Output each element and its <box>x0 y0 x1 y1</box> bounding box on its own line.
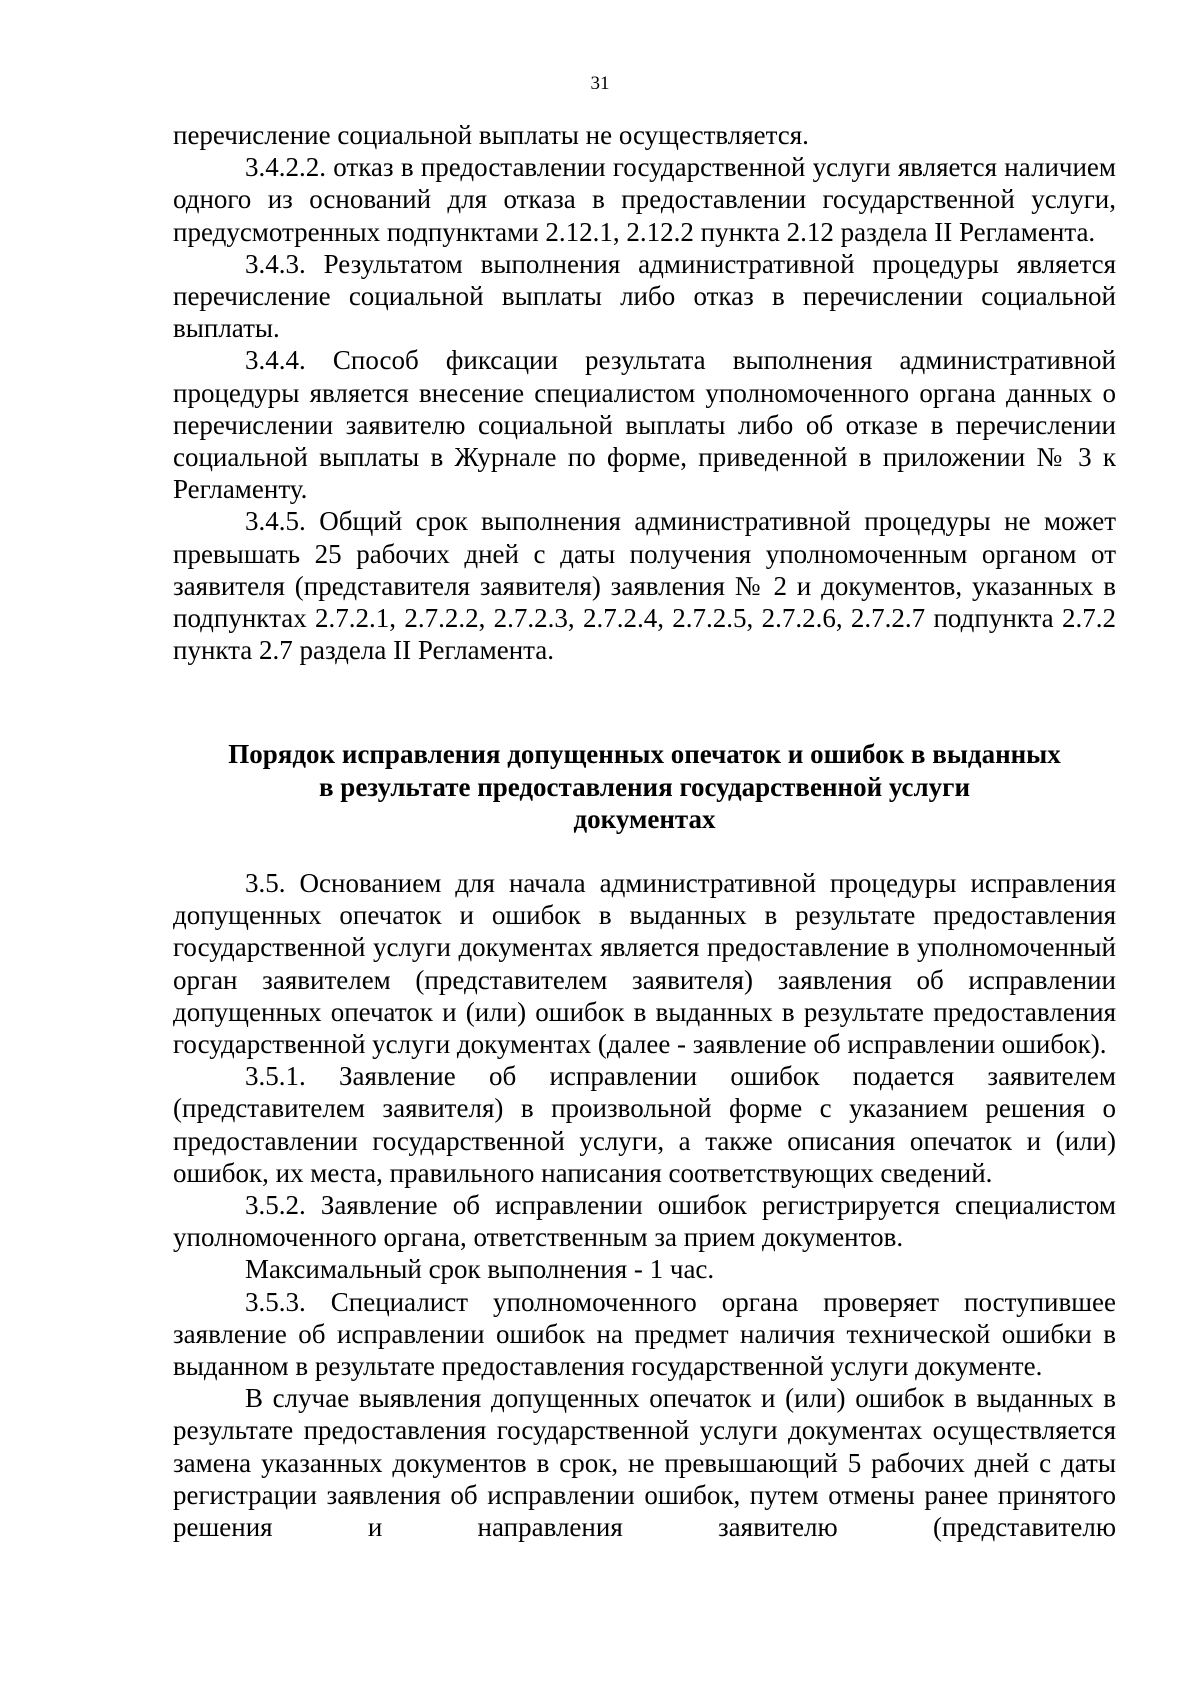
paragraph-3-5: 3.5. Основанием для начала административной процедуры исправления допущенных опечаток и ошибок в выданных в результате предоставления государственной услуги документах является предоставление в уполномоченный орган заявителем (представителем заявителя) заявления об исправлении допущенных опечаток и (или) ошибок в выданных в результате предоставления государственной услуги документах (далее - заявление об исправлении ошибок). <box>173 868 1116 1060</box>
paragraph-3-5-2: 3.5.2. Заявление об исправлении ошибок регистрируется специалистом уполномоченного органа, ответственным за прием документов. <box>173 1190 1116 1253</box>
paragraph-continuation: перечисление социальной выплаты не осуществляется. <box>173 120 809 150</box>
paragraph-3-5-3: 3.5.3. Специалист уполномоченного органа проверяет поступившее заявление об исправлении ошибок на предмет наличия технической ошибки в выданном в результате предоставления государственной услуги документе. <box>173 1286 1116 1382</box>
paragraph-3-4-4: 3.4.4. Способ фиксации результата выполнения административной процедуры является внесение специалистом уполномоченного органа данных о перечислении заявителю социальной выплаты либо об отказе в перечислении социальной выплаты в Журнале по форме, приведенной в приложении № 3 к Регламенту. <box>173 345 1116 505</box>
section-heading <box>173 738 1116 836</box>
paragraph-max-time: Максимальный срок выполнения - 1 час. <box>245 1254 715 1285</box>
text-block-top <box>173 119 1116 666</box>
section-heading-line-1: Порядок исправления допущенных опечаток и ошибок в выданных <box>228 739 1061 769</box>
paragraph-error-correction: В случае выявления допущенных опечаток и (или) ошибок в выданных в результате предоставления государственной услуги документах осуществляется замена указанных документов в срок, не превышающий 5 рабочих дней с даты регистрации заявления об исправлении ошибок, путем отмены ранее принятого решения и направления заявителю (представителю <box>173 1383 1116 1543</box>
paragraph-3-4-2-2: 3.4.2.2. отказ в предоставлении государственной услуги является наличием одного из оснований для отказа в предоставлении государственной услуги, предусмотренных подпунктами 2.12.1, 2.12.2 пункта 2.12 раздела II Регламента. <box>173 152 1116 247</box>
text-block-bottom <box>173 867 1116 1543</box>
section-heading-line-3: документах <box>573 804 716 834</box>
page-number: 31 <box>590 73 610 94</box>
paragraph-3-4-5: 3.4.5. Общий срок выполнения административной процедуры не может превышать 25 рабочих дней с даты получения уполномоченным органом от заявителя (представителя заявителя) заявления № 2 и документов, указанных в подпунктах 2.7.2.1, 2.7.2.2, 2.7.2.3, 2.7.2.4, 2.7.2.5, 2.7.2.6, 2.7.2.7 подпункта 2.7.2 пункта 2.7 раздела II Регламента. <box>173 506 1116 666</box>
paragraph-3-5-1: 3.5.1. Заявление об исправлении ошибок подается заявителем (представителем заявителя) в произвольной форме с указанием решения о предоставлении государственной услуги, а также описания опечаток и (или) ошибок, их места, правильного написания соответствующих сведений. <box>173 1061 1116 1188</box>
section-heading-line-2: в результате предоставления государственной услуги <box>318 771 971 802</box>
paragraph-3-4-3: 3.4.3. Результатом выполнения административной процедуры является перечисление социальной выплаты либо отказ в перечислении социальной выплаты. <box>173 248 1116 344</box>
